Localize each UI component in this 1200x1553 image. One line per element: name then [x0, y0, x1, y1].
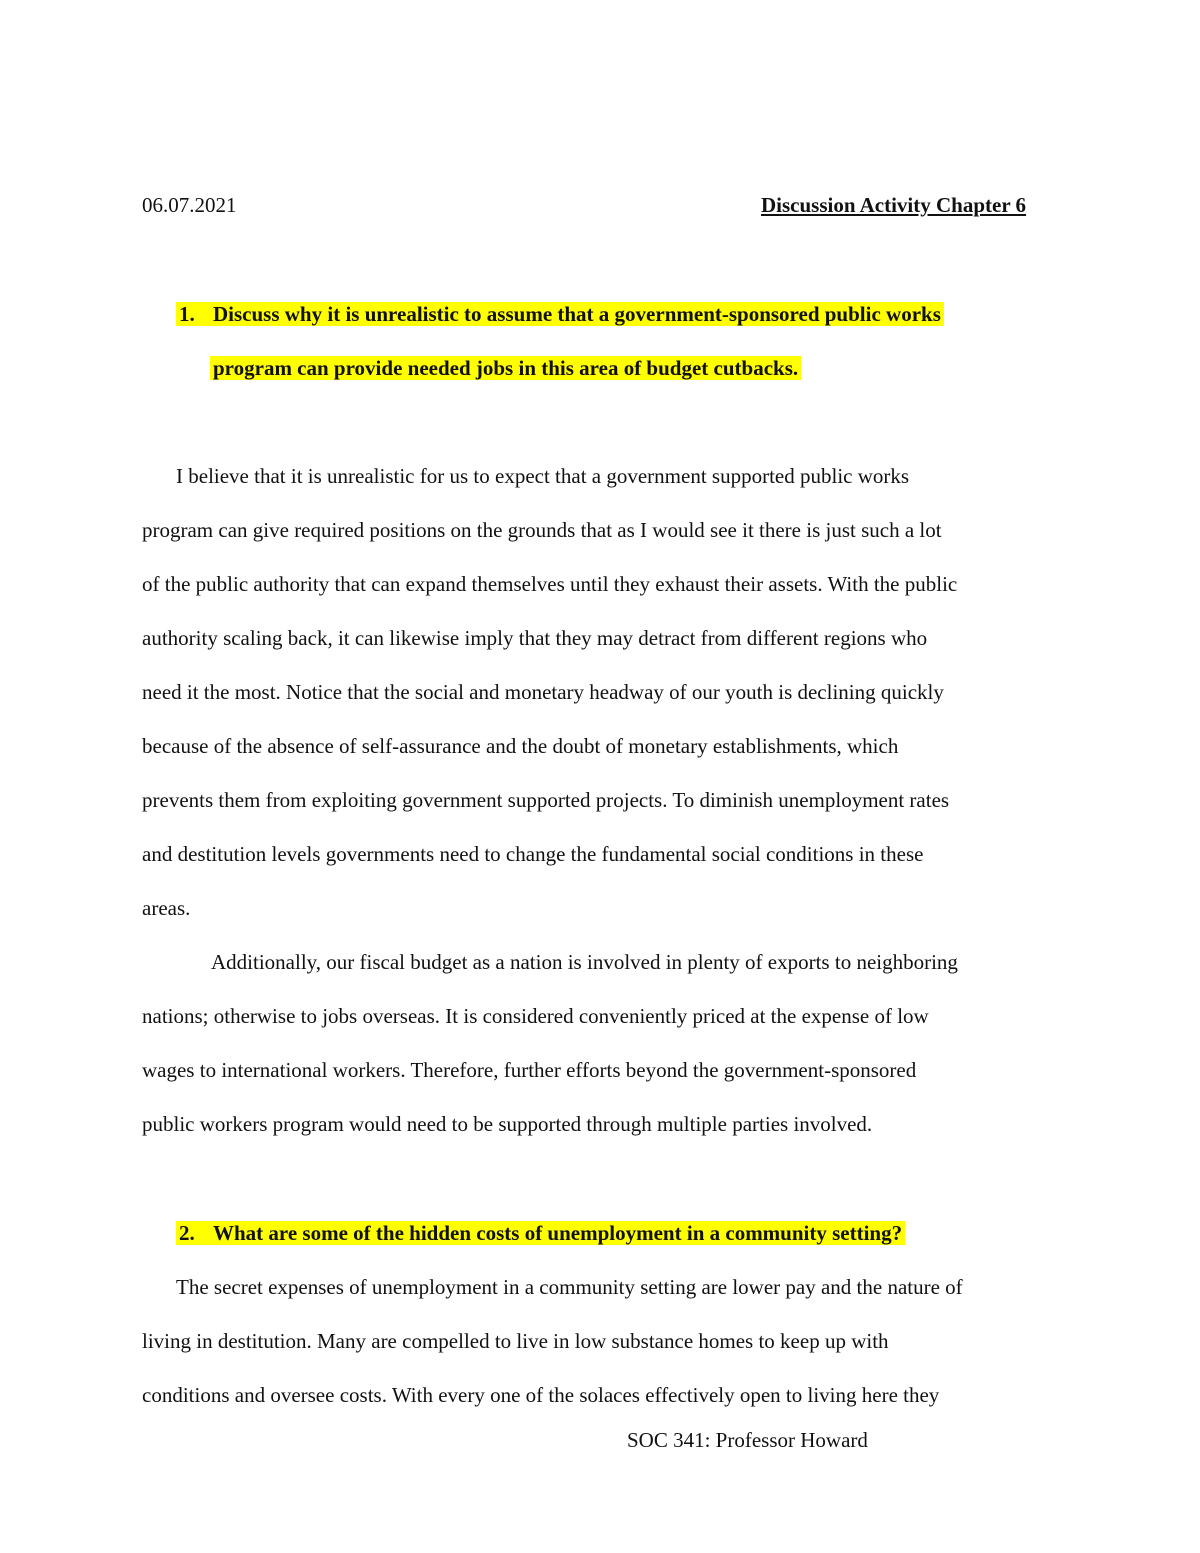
answer-1-line: I believe that it is unrealistic for us to expect that a government supported public works — [176, 464, 910, 488]
answer-1-line: wages to international workers. Therefore, further efforts beyond the government-sponsored — [142, 1058, 917, 1082]
question-2-text: What are some of the hidden costs of unemployment in a community setting? — [213, 1221, 903, 1245]
answer-1-line: of the public authority that can expand themselves until they exhaust their assets. With the public — [142, 572, 958, 596]
answer-2-line: conditions and oversee costs. With every one of the solaces effectively open to living here they — [142, 1383, 940, 1407]
answer-1-line: nations; otherwise to jobs overseas. It is considered conveniently priced at the expense of low — [142, 1004, 929, 1028]
answer-1-line: Additionally, our fiscal budget as a nation is involved in plenty of exports to neighboring — [211, 950, 958, 974]
answer-2-line: living in destitution. Many are compelled to live in low substance homes to keep up with — [142, 1329, 889, 1353]
answer-1-line: program can give required positions on the grounds that as I would see it there is just such a lot — [142, 518, 942, 542]
answer-2-line: The secret expenses of unemployment in a community setting are lower pay and the nature of — [176, 1275, 963, 1299]
question-1-text-line-2: program can provide needed jobs in this area of budget cutbacks. — [210, 356, 801, 380]
question-1-number: 1. — [179, 302, 195, 326]
question-2-line — [176, 1219, 905, 1247]
document-date: 06.07.2021 — [142, 193, 237, 217]
question-1-text-line-1: Discuss why it is unrealistic to assume that a government-sponsored public works — [213, 302, 941, 326]
question-1-line-1 — [176, 300, 944, 328]
question-2-number: 2. — [179, 1221, 195, 1245]
document-title: Discussion Activity Chapter 6 — [761, 193, 1027, 217]
answer-1-line: prevents them from exploiting government supported projects. To diminish unemployment rates — [142, 788, 950, 812]
answer-1-line: need it the most. Notice that the social and monetary headway of our youth is declining quickly — [142, 680, 944, 704]
question-1-line-2 — [210, 354, 801, 382]
page-footer: SOC 341: Professor Howard — [627, 1428, 868, 1452]
answer-1-line: authority scaling back, it can likewise imply that they may detract from different regions who — [142, 626, 928, 650]
answer-1-line: because of the absence of self-assurance and the doubt of monetary establishments, which — [142, 734, 899, 758]
answer-1-line: public workers program would need to be supported through multiple parties involved. — [142, 1112, 873, 1136]
answer-1-line: areas. — [142, 896, 191, 920]
answer-1-line: and destitution levels governments need to change the fundamental social conditions in these — [142, 842, 924, 866]
